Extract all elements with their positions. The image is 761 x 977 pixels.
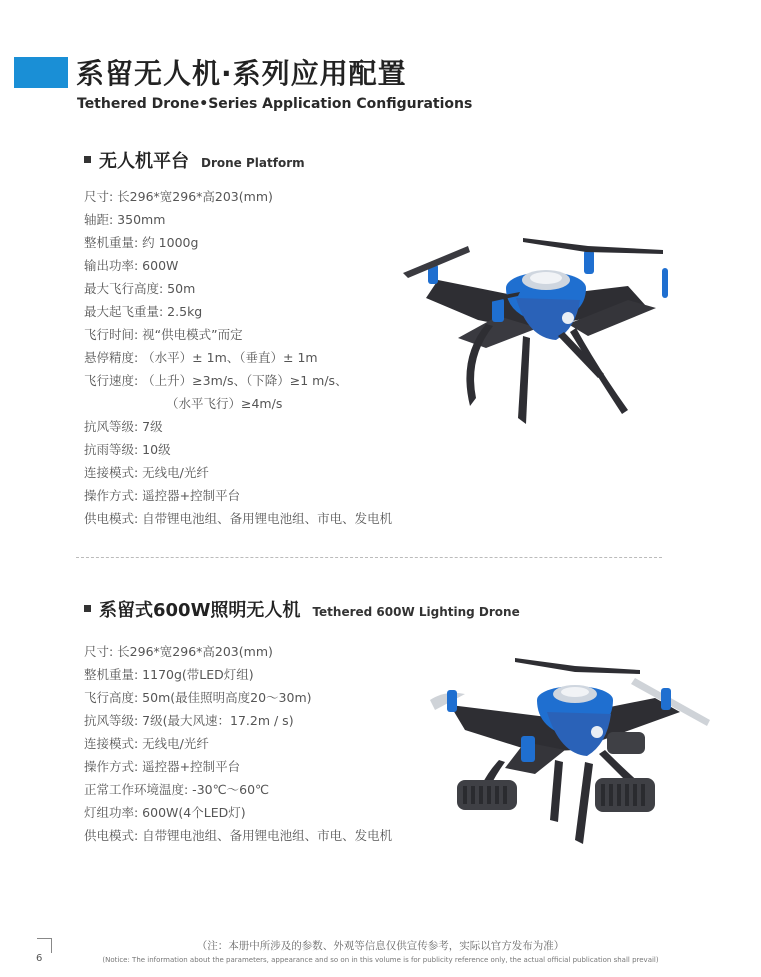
- spec-item: 输出功率: 600W: [84, 258, 179, 273]
- spec-item: 操作方式: 遥控器+控制平台: [84, 759, 241, 774]
- section-heading-drone-platform: [84, 147, 305, 173]
- section-title-cn: 无人机平台: [99, 151, 189, 172]
- bullet-icon: [84, 605, 91, 612]
- spec-item: 飞行时间: 视“供电模式”而定: [84, 327, 243, 342]
- spec-item: 飞行高度: 50m(最佳照明高度20～30m): [84, 690, 312, 705]
- spec-item: 轴距: 350mm: [84, 212, 166, 227]
- spec-item: 灯组功率: 600W(4个LED灯): [84, 805, 246, 820]
- section-divider: [76, 557, 662, 558]
- bullet-icon: [84, 156, 91, 163]
- spec-item: 最大起飞重量: 2.5kg: [84, 304, 203, 319]
- spec-item: 飞行速度: （上升）≥3m/s、（下降）≥1 m/s、: [84, 373, 348, 388]
- spec-item: 连接模式: 无线电/光纤: [84, 736, 209, 751]
- spec-item: 抗雨等级: 10级: [84, 442, 171, 457]
- spec-item: 操作方式: 遥控器+控制平台: [84, 488, 241, 503]
- section-title-cn: 系留式600W照明无人机: [99, 600, 301, 621]
- lighting-drone-image: [425, 650, 715, 850]
- spec-item: 抗风等级: 7级: [84, 419, 163, 434]
- section-heading-lighting-drone: [84, 596, 520, 622]
- page-title: 系留无人机·系列应用配置: [76, 57, 407, 90]
- spec-item: 最大飞行高度: 50m: [84, 281, 196, 296]
- spec-item: 供电模式: 自带锂电池组、备用锂电池组、市电、发电机: [84, 828, 393, 843]
- spec-item: 连接模式: 无线电/光纤: [84, 465, 209, 480]
- spec-item: 整机重量: 1170g(带LED灯组): [84, 667, 254, 682]
- spec-item: 悬停精度: （水平）± 1m、（垂直）± 1m: [84, 350, 318, 365]
- footer-disclaimer-en: (Notice: The information about the parameters, appearance and so on in this volume is for publicity reference only, the actual official publication shall prevail): [102, 956, 659, 964]
- spec-item: 正常工作环境温度: -30℃～60℃: [84, 782, 270, 797]
- title-accent-bar: [14, 57, 68, 88]
- spec-item: 抗风等级: 7级(最大风速：17.2m / s): [84, 713, 294, 728]
- page-corner-mark: [37, 938, 52, 953]
- page-subtitle: Tethered Drone•Series Application Configurations: [77, 96, 473, 112]
- footer-disclaimer-cn: （注：本册中所涉及的参数、外观等信息仅供宣传参考，实际以官方发布为准）: [196, 940, 565, 952]
- spec-item-continuation: （水平飞行）≥4m/s: [166, 396, 283, 411]
- spec-list-lighting-drone: [84, 640, 392, 847]
- drone-platform-image: [398, 228, 668, 438]
- spec-item: 整机重量: 约 1000g: [84, 235, 199, 250]
- section-title-en: Tethered 600W Lighting Drone: [312, 605, 520, 619]
- section-title-en: Drone Platform: [201, 156, 305, 170]
- spec-item: 尺寸: 长296*宽296*高203(mm): [84, 644, 273, 659]
- page-number: 6: [36, 953, 43, 964]
- spec-list-drone-platform: [84, 185, 392, 530]
- spec-item: 尺寸: 长296*宽296*高203(mm): [84, 189, 273, 204]
- spec-item: 供电模式: 自带锂电池组、备用锂电池组、市电、发电机: [84, 511, 393, 526]
